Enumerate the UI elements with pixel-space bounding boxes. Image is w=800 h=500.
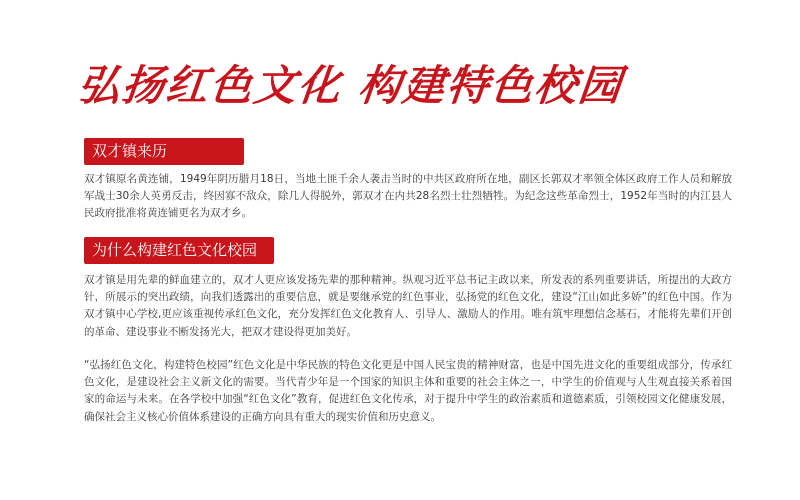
history-paragraph: 双才镇原名黄连铺，1949年阴历腊月18日，当地土匪千余人袭击当时的中共区政府所在地，副区长郭双才率领全体区政府工作人员和解放军战士30余人英勇反击，终因寡不敌众，除几人得脱外，郭双才在内共28名烈士壮烈牺牲。为纪念这些革命烈士，1952年当时的内江县人民政府批准将黄连铺更名为双才乡。: [84, 173, 732, 220]
section-heading-why-red-culture: 为什么构建红色文化校园: [84, 237, 274, 264]
section-heading-history: 双才镇来历: [84, 138, 244, 165]
why-paragraph-2: “弘扬红色文化，构建特色校园”红色文化是中华民族的特色文化更是中国人民宝贵的精神财富，也是中国先进文化的重要组成部分，传承红色文化，是建设社会主义新文化的需要。当代青少年是一个国家的知识主体和重要的社会主体之一，中学生的价值观与人生观直接关系着国家的命运与未来。在各学校中加强“红色文化”教育，促进红色文化传承，对于提升中学生的政治素质和道德素质，引领校园文化健康发展，确保社会主义核心价值体系建设的正确方向具有重大的现实价值和历史意义。: [84, 359, 732, 423]
why-paragraph-1: 双才镇是用先辈的鲜血建立的，双才人更应该发扬先辈的那种精神。纵观习近平总书记主政以来，所发表的系列重要讲话，所提出的大政方针，所展示的突出政绩，向我们透露出的重要信息，就是要继承党的红色事业，弘扬党的红色文化，建设“江山如此多娇”的红色中国。作为双才镇中心学校,更应该重视传承红色文化，充分发挥红色文化教育人、引导人、激励人的作用。唯有筑牢理想信念基石，才能将先辈们开创的革命、建设事业不断发扬光大，把双才建设得更加美好。: [84, 274, 732, 338]
page-title: 弘扬红色文化 构建特色校园: [75, 61, 626, 110]
